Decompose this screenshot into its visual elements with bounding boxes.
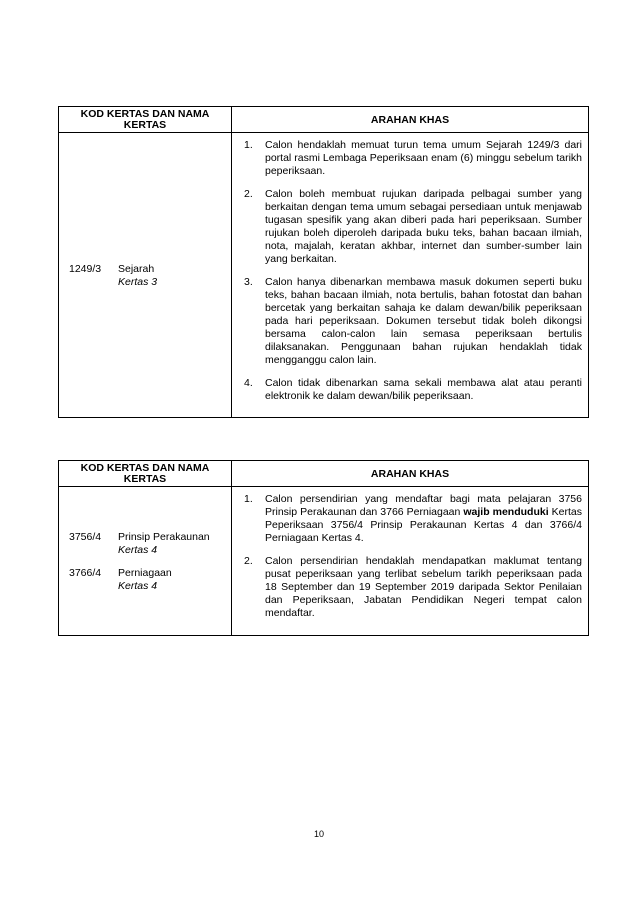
- item-text: Calon hendaklah memuat turun tema umum Sejarah 1249/3 dari portal rasmi Lembaga Peperiksaan enam (6) minggu sebelum tarikh peperiksaan.: [265, 139, 582, 177]
- list-item: [244, 555, 582, 620]
- paper-entry: [69, 263, 157, 288]
- header-arahan-khas: ARAHAN KHAS: [370, 113, 450, 126]
- list-item: [244, 493, 582, 545]
- table-body: [59, 133, 588, 417]
- item-number: 1.: [244, 493, 253, 505]
- paper-code: 3766/4: [69, 567, 102, 579]
- paper-kertas: Kertas 3: [118, 275, 158, 288]
- paper-code: 3756/4: [69, 531, 102, 543]
- paper-entry: [69, 531, 210, 556]
- table-header: [59, 461, 588, 487]
- paper-name: Perniagaan: [118, 567, 172, 579]
- list-item: [244, 377, 582, 403]
- instructions-table-2: [58, 460, 589, 636]
- item-text: Calon boleh membuat rujukan daripada pelbagai sumber yang berkaitan dengan tema umum sebagai persediaan untuk menjawab tugasan spesifik yang akan diberi pada hari peperiksaan. Sumber rujukan boleh diperoleh daripada buku teks, bahan bacaan ilmiah, nota, majalah, keratan akhbar, internet dan sumber-sumber lain yang berkaitan.: [265, 188, 582, 265]
- header-kod-kertas: KOD KERTAS DAN NAMA KERTAS: [59, 461, 232, 486]
- paper-cell: [59, 487, 232, 635]
- paper-entry: [69, 567, 172, 592]
- list-item: [244, 139, 582, 178]
- item-text-bold: wajib menduduki: [463, 506, 549, 518]
- list-item: [244, 188, 582, 266]
- instructions-cell: [232, 133, 588, 417]
- paper-kertas: Kertas 4: [118, 579, 158, 592]
- item-text-part: Calon persendirian yang mendaftar bagi mata pelajaran 3756 Prinsip Perakaunan dan 3766 Perniagaan: [265, 493, 582, 518]
- paper-code: 1249/3: [69, 263, 102, 275]
- item-number: 2.: [244, 188, 253, 200]
- paper-name: Sejarah: [118, 263, 155, 275]
- item-text: Calon hanya dibenarkan membawa masuk dokumen seperti buku teks, bahan bacaan ilmiah, nota bertulis, bahan fotostat dan bahan bercetak yang berkaitan sahaja ke dalam dewan/bilik peperiksaan pada hari peperiksaan. Dokumen tersebut tidak boleh dikongsi bersama calon-calon lain semasa peperiksaan bertulis dilaksanakan. Penggunaan bahan rujukan hendaklah tidak mengganggu calon lain.: [265, 276, 582, 366]
- list-item: [244, 276, 582, 367]
- item-number: 3.: [244, 276, 253, 288]
- instructions-table-1: [58, 106, 589, 418]
- item-number: 2.: [244, 555, 253, 567]
- paper-kertas: Kertas 4: [118, 543, 158, 556]
- paper-name: Prinsip Perakaunan: [118, 531, 210, 543]
- table-body: [59, 487, 588, 635]
- paper-cell: [59, 133, 232, 417]
- header-kod-kertas: KOD KERTAS DAN NAMA KERTAS: [59, 107, 232, 132]
- item-text: Calon persendirian hendaklah mendapatkan maklumat tentang pusat peperiksaan yang terlibat sebelum tarikh peperiksaan pada 18 September dan 19 September 2019 daripada Sektor Penilaian dan Peperiksaan, Jabatan Pendidikan Negeri tempat calon mendaftar.: [265, 555, 582, 619]
- item-text: Calon tidak dibenarkan sama sekali membawa alat atau peranti elektronik ke dalam dewan/bilik peperiksaan.: [265, 377, 582, 402]
- item-number: 4.: [244, 377, 253, 389]
- header-arahan-khas: ARAHAN KHAS: [370, 467, 450, 480]
- table-header: [59, 107, 588, 133]
- item-text: [265, 493, 582, 545]
- instructions-cell: [232, 487, 588, 635]
- item-number: 1.: [244, 139, 253, 151]
- page-number: 10: [313, 829, 324, 839]
- item-text-part: Kertas Peperiksaan 3756/4 Prinsip Perakaunan Kertas 4 dan 3766/4 Perniagaan Kertas 4.: [265, 506, 582, 544]
